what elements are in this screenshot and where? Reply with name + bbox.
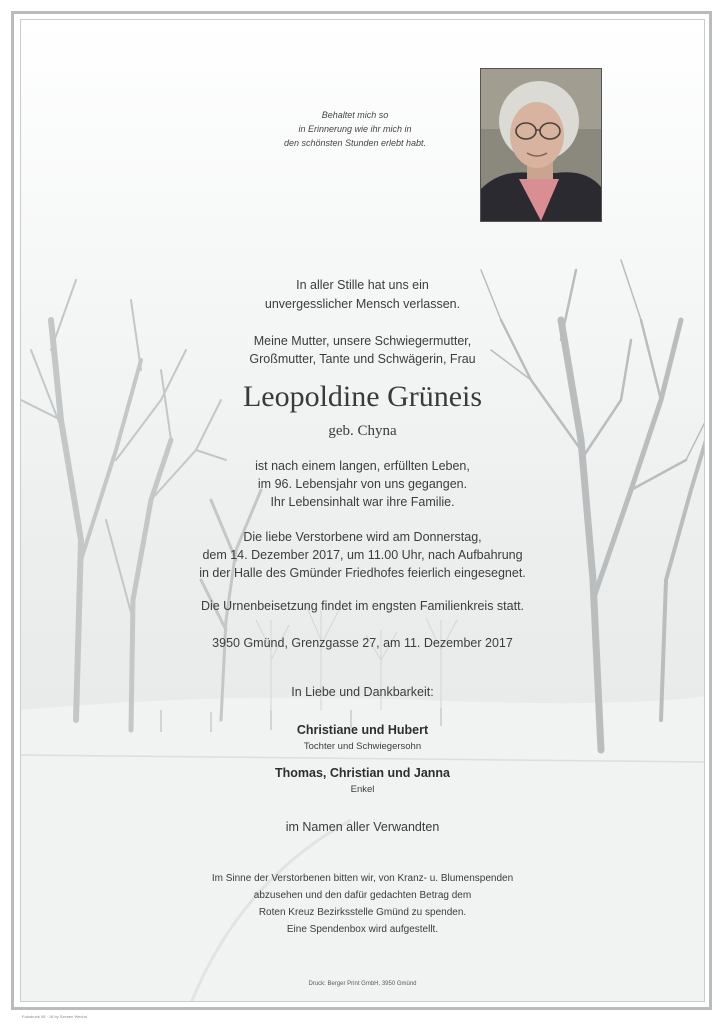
funeral-line: in der Halle des Gmünder Friedhofes feierlich eingesegnet. — [199, 566, 526, 580]
gratitude-heading: In Liebe und Dankbarkeit: — [291, 685, 434, 699]
maiden-name: geb. Chyna — [328, 423, 397, 439]
life-line: ist nach einem langen, erfüllten Leben, — [255, 459, 470, 473]
memorial-quote — [250, 108, 460, 150]
donation-request-line: Eine Spendenbox wird aufgestellt. — [286, 924, 439, 935]
donation-request-line: Im Sinne der Verstorbenen bitten wir, von Kranz- u. Blumenspenden — [211, 873, 514, 884]
quote-line: in Erinnerung wie ihr mich in — [298, 124, 412, 134]
quote-line: den schönsten Stunden erlebt habt. — [283, 138, 427, 148]
relatives-line: im Namen aller Verwandten — [285, 820, 440, 834]
portrait-photo — [480, 68, 602, 222]
quote-line: Behaltet mich so — [321, 110, 389, 120]
printer-credit: Druck: Berger Print GmbH, 3950 Gmünd — [308, 981, 417, 987]
footnote: Fotodruck 08 · 18 by Szenen Wecha — [22, 1014, 87, 1019]
mourner-relation: Enkel — [350, 784, 375, 795]
intro-line: In aller Stille hat uns ein — [296, 278, 429, 292]
intro-line: unvergesslicher Mensch verlassen. — [264, 297, 461, 311]
inner-frame — [20, 19, 705, 1002]
mourner-names: Thomas, Christian und Janna — [274, 766, 451, 780]
mourner-relation: Tochter und Schwiegersohn — [303, 741, 422, 752]
deceased-name: Leopoldine Grüneis — [242, 380, 483, 413]
relations-line: Großmutter, Tante und Schwägerin, Frau — [249, 352, 476, 366]
funeral-line: dem 14. Dezember 2017, um 11.00 Uhr, nach Aufbahrung — [202, 548, 523, 562]
donation-request-line: abzusehen und den dafür gedachten Betrag dem — [253, 890, 472, 901]
winter-trees-background — [21, 20, 705, 1002]
mourner-names: Christiane und Hubert — [296, 723, 429, 737]
life-line: im 96. Lebensjahr von uns gegangen. — [257, 477, 468, 491]
place-date: 3950 Gmünd, Grenzgasse 27, am 11. Dezember 2017 — [212, 636, 513, 650]
donation-request-line: Roten Kreuz Bezirksstelle Gmünd zu spenden. — [258, 907, 467, 918]
life-line: Ihr Lebensinhalt war ihre Familie. — [270, 495, 455, 509]
funeral-line: Die liebe Verstorbene wird am Donnerstag, — [243, 530, 482, 544]
portrait-image — [481, 69, 601, 221]
urn-notice: Die Urnenbeisetzung findet im engsten Familienkreis statt. — [200, 599, 525, 613]
relations-line: Meine Mutter, unsere Schwiegermutter, — [253, 334, 472, 348]
